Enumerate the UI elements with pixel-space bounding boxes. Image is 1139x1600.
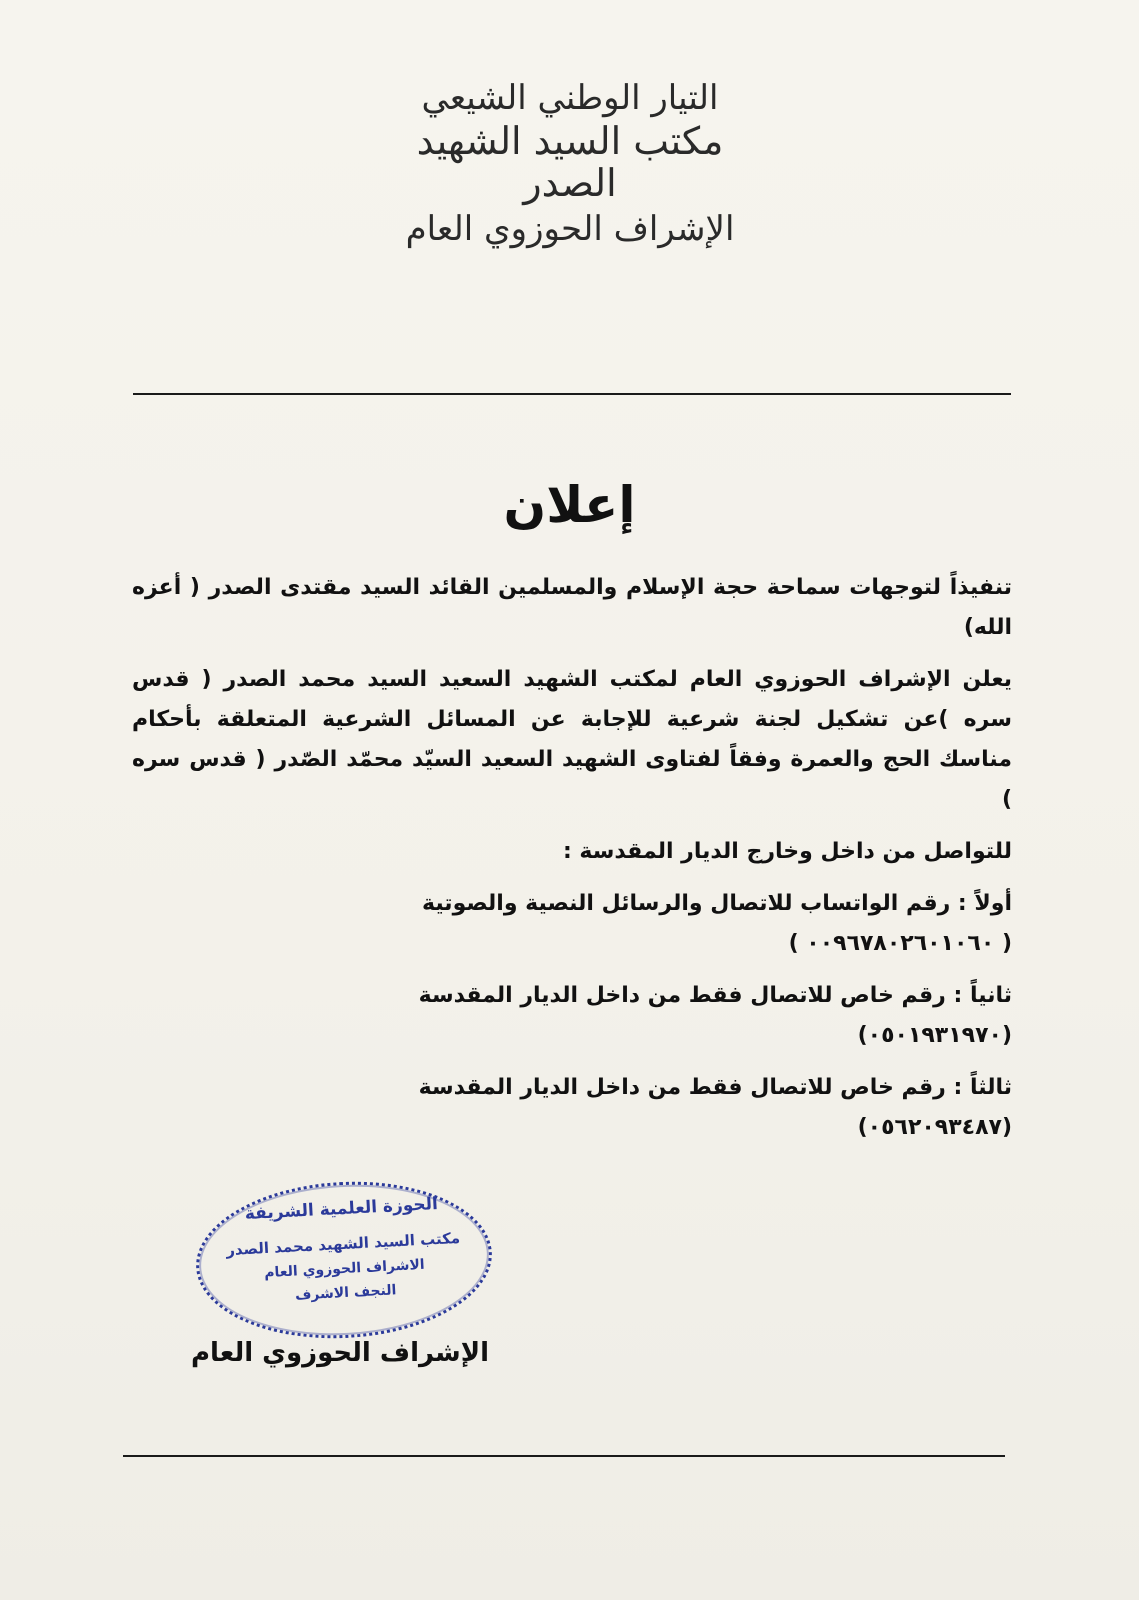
bottom-divider — [123, 1455, 1005, 1457]
contact-number: (٠٥٦٢٠٩٣٤٨٧) — [857, 1115, 1012, 1140]
contact-item — [132, 1068, 1012, 1148]
contact-label: أولاً : رقم الواتساب للاتصال والرسائل النصية والصوتية — [421, 891, 1012, 916]
signature-block: الإشراف الحوزوي العام — [190, 1338, 490, 1368]
official-stamp — [192, 1174, 496, 1345]
letterhead — [390, 80, 750, 248]
contact-number: (٠٥٠١٩٣١٩٧٠) — [857, 1023, 1012, 1048]
letterhead-line-2: مكتب السيد الشهيد الصدر — [416, 119, 724, 206]
page-title: إعلان — [503, 476, 636, 534]
paragraph-contact-intro: للتواصل من داخل وخارج الديار المقدسة : — [562, 839, 1012, 864]
stamp-line-2: مكتب السيد الشهيد محمد الصدر — [225, 1228, 461, 1260]
letterhead-line-1: التيار الوطني الشيعي — [421, 78, 719, 118]
stamp-line-1: الحوزة العلمية الشريفة — [244, 1194, 439, 1225]
stamp-line-4: النجف الاشرف — [294, 1282, 397, 1304]
stamp-line-3: الاشراف الحوزوي العام — [263, 1256, 426, 1282]
paragraph-main: يعلن الإشراف الحوزوي العام لمكتب الشهيد السعيد السيد محمد الصدر ( قدس سره )عن تشكيل لجنة شرعية للإجابة عن المسائل الشرعية المتعلقة بأحكام مناسك الحج والعمرة وفقاً لفتاوى الشهيد السعيد السيّد محمّد الصّدر ( قدس سره ) — [132, 667, 1012, 812]
contact-number: ( ٠٠٩٦٧٨٠٢٦٠١٠٦٠ ) — [788, 931, 1012, 956]
announcement-body — [132, 568, 1012, 1160]
contact-item — [132, 884, 1012, 964]
paragraph-intro: تنفيذاً لتوجهات سماحة حجة الإسلام والمسلمين القائد السيد مقتدى الصدر ( أعزه الله) — [132, 575, 1012, 640]
top-divider — [133, 393, 1011, 395]
letterhead-line-3: الإشراف الحوزوي العام — [405, 208, 735, 249]
contact-item — [132, 976, 1012, 1056]
contact-label: ثانياً : رقم خاص للاتصال فقط من داخل الديار المقدسة — [418, 983, 1012, 1008]
contact-label: ثالثاً : رقم خاص للاتصال فقط من داخل الديار المقدسة — [418, 1075, 1012, 1100]
